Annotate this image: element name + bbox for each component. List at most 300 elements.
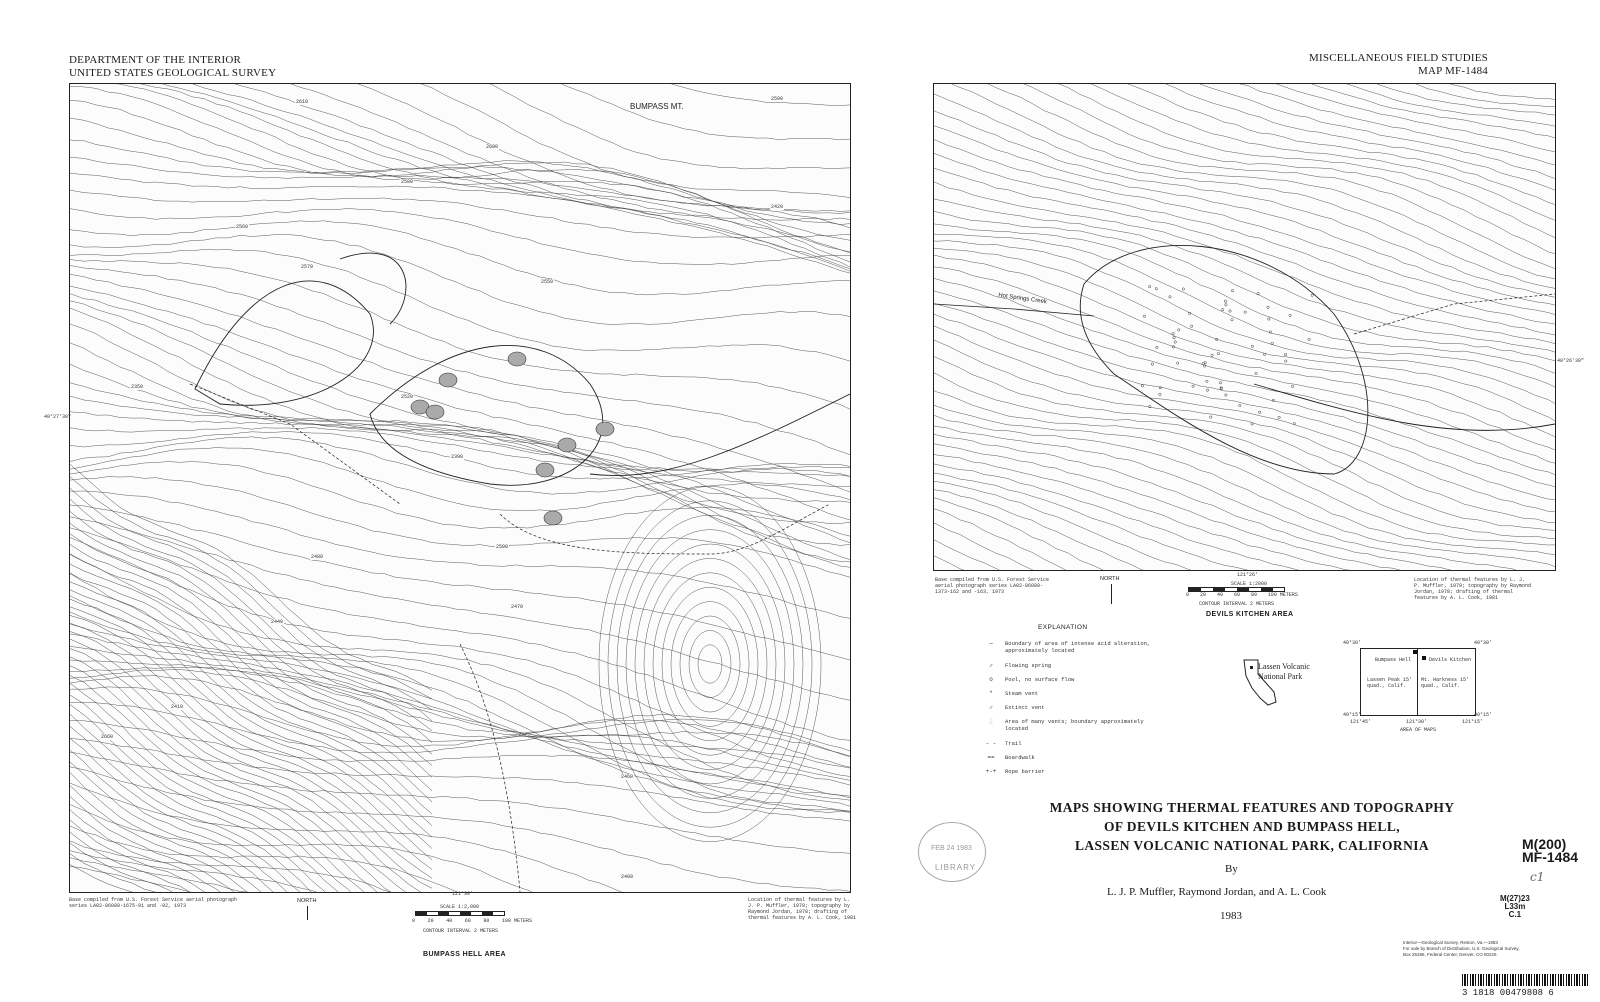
contour-line <box>934 353 1555 531</box>
contour-line <box>70 264 850 456</box>
contour-line <box>934 462 1555 570</box>
contour-line <box>70 822 850 892</box>
scale-tick: 40 <box>446 918 453 924</box>
contour-line <box>934 84 1555 127</box>
contour-line <box>70 513 432 742</box>
by-label: By <box>1225 863 1238 875</box>
thermal-vent-icon <box>1221 309 1223 311</box>
contour-elevation-label: 2560 <box>236 224 249 230</box>
thermal-vent-icon <box>1225 304 1227 306</box>
vent-area-symbol-icon: ░ <box>989 718 993 725</box>
contour-line <box>698 645 722 683</box>
contour-line <box>934 423 1555 570</box>
steam-vent-symbol-icon: * <box>989 690 993 697</box>
contour-line <box>934 264 1555 452</box>
contour-line <box>70 846 432 892</box>
devils-lat-label: 40°26'30" <box>1557 358 1585 364</box>
contour-line <box>70 478 432 710</box>
rope-barrier-symbol-icon: +-+ <box>985 768 997 775</box>
area-of-maps-index <box>1360 648 1476 716</box>
agency-header <box>69 54 276 80</box>
department-line: DEPARTMENT OF THE INTERIOR <box>69 54 242 66</box>
devils-scale-title: SCALE 1:2000 <box>1231 581 1268 587</box>
explanation-title: EXPLANATION <box>1038 624 1088 631</box>
contour-line <box>70 250 850 362</box>
contour-line <box>934 451 1555 570</box>
contour-line <box>70 788 432 893</box>
contour-line <box>934 178 1555 345</box>
contour-line <box>70 84 850 140</box>
thermal-vent-icon <box>1251 345 1253 347</box>
scale-tick: 100 METERS <box>501 918 532 924</box>
contour-line <box>70 490 432 722</box>
quad-harkness: Mt. Harkness 15' quad., Calif. <box>1421 677 1470 689</box>
trail-line <box>460 644 520 892</box>
thermal-vent-icon <box>1182 288 1184 290</box>
contour-line <box>70 644 432 893</box>
index-lat-tr: 40°30' <box>1474 640 1493 646</box>
thermal-vent-icon <box>1151 363 1153 365</box>
legend-label: Pool, no surface flow <box>1005 676 1075 683</box>
contour-line <box>934 123 1555 307</box>
contour-line <box>934 385 1555 545</box>
thermal-vent-icon <box>1206 389 1208 391</box>
contour-line <box>608 501 812 827</box>
north-arrow-icon <box>1111 584 1112 604</box>
thermal-vent-icon <box>1231 319 1233 321</box>
contour-line <box>934 84 1555 271</box>
site-devils: Devils Kitchen <box>1429 657 1472 663</box>
thermal-vent-icon <box>1285 360 1287 362</box>
thermal-vent-icon <box>1143 315 1145 317</box>
thermal-vent-icon <box>1271 342 1273 344</box>
thermal-vent-icon <box>1169 296 1171 298</box>
legend-boundary <box>989 640 1195 654</box>
scale-tick: 80 <box>1250 592 1257 598</box>
contour-line <box>70 84 850 263</box>
bumpass-peak-label: BUMPASS MT. <box>630 102 684 111</box>
barcode <box>1462 974 1590 986</box>
bumpass-scale-title: SCALE 1:2,000 <box>440 904 480 910</box>
scale-tick: 0 <box>1186 592 1190 598</box>
boardwalk-symbol-icon: == <box>987 754 995 761</box>
contour-line <box>934 239 1555 406</box>
contour-line <box>70 534 850 777</box>
contour-line <box>70 338 850 545</box>
explanation-list <box>985 640 1195 778</box>
catalog-line-2: L33m <box>1504 902 1526 911</box>
contour-line <box>934 311 1555 500</box>
thermal-vent-icon <box>1224 300 1226 302</box>
contour-line <box>70 547 432 778</box>
thermal-vent-icon <box>1217 352 1219 354</box>
thermal-vent-icon <box>1211 354 1213 356</box>
contour-line <box>70 524 850 740</box>
thermal-vent-icon <box>1156 346 1158 348</box>
contour-line <box>70 537 432 766</box>
contour-elevation-label: 2660 <box>101 734 114 740</box>
index-caption: AREA OF MAPS <box>1400 727 1437 733</box>
imprint-line-2: For sale by Branch of Distribution, U.S. Geological Survey, <box>1403 946 1520 951</box>
index-lon-mid: 121°30' <box>1406 719 1428 725</box>
contour-line <box>617 515 803 813</box>
contour-line <box>934 209 1555 362</box>
contour-line <box>70 84 850 272</box>
thermal-vent-icon <box>1244 311 1246 313</box>
north-arrow-icon <box>307 906 308 920</box>
site-bumpass: Bumpass Hell <box>1375 657 1412 663</box>
thermal-vent-icon <box>1239 404 1241 406</box>
extinct-vent-symbol-icon: ♂ <box>989 704 993 711</box>
devils-base-note: Base compiled from U.S. Forest Service aerial photograph series LA02-06089-1373-162 and -163, 1973 <box>935 577 1050 595</box>
thermal-vent-icon <box>1178 329 1180 331</box>
thermal-vent-icon <box>1263 353 1265 355</box>
contour-line <box>70 838 850 892</box>
devils-kitchen-contour-svg <box>934 84 1555 570</box>
contour-line <box>934 301 1555 488</box>
contour-line <box>70 702 850 780</box>
contour-line <box>70 84 850 198</box>
contour-elevation-label: 2520 <box>401 394 414 400</box>
contour-line <box>70 676 850 758</box>
contour-line <box>934 84 1555 192</box>
thermal-vent-icon <box>1174 341 1176 343</box>
contour-line <box>70 360 850 524</box>
survey-line: UNITED STATES GEOLOGICAL SURVEY <box>69 67 277 79</box>
contour-line <box>70 569 850 813</box>
contour-line <box>934 288 1555 477</box>
alteration-boundary <box>1080 245 1368 474</box>
thermal-vent-icon <box>1206 380 1208 382</box>
thermal-vent-icon <box>1272 399 1274 401</box>
bumpass-hell-map[interactable] <box>69 83 851 893</box>
contour-line <box>662 587 758 741</box>
alteration-boundary <box>1254 384 1555 430</box>
bumpass-area-title: BUMPASS HELL AREA <box>423 951 506 958</box>
contour-line <box>70 171 850 220</box>
map-title <box>992 798 1512 855</box>
devils-contour-interval: CONTOUR INTERVAL 2 METERS <box>1199 601 1275 607</box>
contour-line <box>644 558 776 769</box>
thermal-vent-icon <box>1251 423 1253 425</box>
contour-line <box>934 369 1555 540</box>
contour-line <box>934 84 1555 206</box>
contour-line <box>70 858 432 892</box>
contour-elevation-label: 2390 <box>451 454 464 460</box>
contour-line <box>934 84 1555 222</box>
contour-line <box>70 697 432 892</box>
thermal-pool-icon <box>544 511 562 525</box>
library-stamp-word: LIBRARY <box>935 863 977 872</box>
contour-elevation-label: 2480 <box>311 554 324 560</box>
bumpass-scale-bar <box>415 911 505 916</box>
legend-trail <box>985 740 1022 747</box>
legend-boardwalk <box>987 754 1035 761</box>
index-lon-right: 121°15' <box>1462 719 1484 725</box>
contour-line <box>70 854 850 892</box>
legend-label: Rope barrier <box>1005 768 1045 775</box>
spring-symbol-icon: ♂ <box>989 662 993 669</box>
index-lat-tl: 40°30' <box>1343 640 1362 646</box>
index-lat-br: 40°15' <box>1474 712 1493 718</box>
barcode-number: 3 1818 00479808 6 <box>1462 988 1554 998</box>
call-number-line-2: MF-1484 <box>1522 849 1579 865</box>
contour-line <box>934 497 1555 571</box>
contour-line <box>70 85 850 253</box>
legend-pool <box>989 676 1075 683</box>
contour-line <box>70 437 850 494</box>
thermal-vent-icon <box>1284 353 1286 355</box>
scale-tick: 60 <box>464 918 471 924</box>
contour-line <box>70 590 850 813</box>
scale-tick: 80 <box>483 918 490 924</box>
publication-year: 1983 <box>1220 910 1242 922</box>
contour-elevation-label: 2580 <box>401 179 414 185</box>
contour-elevation-label: 2350 <box>131 384 144 390</box>
legend-many-vents <box>989 718 1145 732</box>
thermal-vent-icon <box>1149 406 1151 408</box>
contour-line <box>934 412 1555 569</box>
contour-elevation-label: 2500 <box>496 544 509 550</box>
contour-line <box>70 670 850 752</box>
contour-line <box>70 557 432 791</box>
legend-label: Flowing spring <box>1005 662 1052 669</box>
imprint <box>1403 940 1519 958</box>
contour-elevation-label: 2410 <box>171 704 184 710</box>
catalog-line-1: M(27)23 <box>1500 894 1530 903</box>
trail-symbol-icon: - - <box>985 740 997 747</box>
contour-elevation-label: 2420 <box>771 204 784 210</box>
contour-line <box>70 84 850 268</box>
contour-line <box>70 847 850 892</box>
thermal-vent-icon <box>1172 333 1174 335</box>
map-number: MAP MF-1484 <box>1418 65 1488 77</box>
contour-line <box>70 765 850 892</box>
creek-label: Hot Springs Creek <box>997 292 1048 306</box>
scale-tick: 40 <box>1216 592 1223 598</box>
contour-line <box>70 799 432 892</box>
thermal-vent-icon <box>1289 314 1291 316</box>
title-line-1: MAPS SHOWING THERMAL FEATURES AND TOPOGRAPHY <box>1049 800 1455 815</box>
bumpass-lat-label: 40°27'30" <box>44 414 72 420</box>
contour-line <box>70 84 850 252</box>
contour-line <box>70 707 432 892</box>
contour-line <box>70 259 850 410</box>
thermal-vent-icon <box>1258 411 1260 413</box>
devils-lon-label: 121°26' <box>1237 572 1259 578</box>
thermal-vent-icon <box>1308 338 1310 340</box>
legend-label: Extinct vent <box>1005 704 1045 711</box>
contour-line <box>934 84 1555 116</box>
library-stamp-date: FEB 24 1983 <box>931 845 972 852</box>
imprint-line-3: Box 25286, Federal Center, Denver, CO 80225 <box>1403 952 1497 957</box>
legend-label: Steam vent <box>1005 690 1039 697</box>
thermal-pool-icon <box>508 352 526 366</box>
index-lat-bl: 40°15' <box>1343 712 1362 718</box>
thermal-vent-icon <box>1268 318 1270 320</box>
thermal-pool-icon <box>426 405 444 419</box>
title-line-3: LASSEN VOLCANIC NATIONAL PARK, CALIFORNIA <box>1074 838 1430 853</box>
trail-line <box>190 384 400 504</box>
series-line: MISCELLANEOUS FIELD STUDIES <box>1309 52 1488 64</box>
contour-line <box>70 454 432 690</box>
devils-source-note: Location of thermal features by L. J. P. Muffler, 1979; topography by Raymond Jordan, 1978; drafting of thermal features by A. L. Cook, 1981 <box>1414 577 1532 601</box>
bumpass-lon-label: 121°30' <box>452 891 474 897</box>
contour-line <box>934 84 1555 139</box>
thermal-vent-icon <box>1229 310 1231 312</box>
bumpass-scale-ticks <box>412 918 532 924</box>
contour-line <box>934 481 1555 571</box>
contour-line <box>70 585 432 826</box>
thermal-vent-icon <box>1177 362 1179 364</box>
contour-line <box>70 187 850 238</box>
contour-line <box>70 863 850 892</box>
thermal-pool-icon <box>596 422 614 436</box>
series-header <box>1309 52 1488 78</box>
legend-label: Boardwalk <box>1005 754 1035 761</box>
contour-line <box>70 84 850 169</box>
contour-line <box>626 530 794 799</box>
contour-line <box>934 84 1555 100</box>
contour-line <box>70 678 432 892</box>
thermal-vent-icon <box>1159 393 1161 395</box>
contour-line <box>70 284 850 521</box>
thermal-pool-icon <box>439 373 457 387</box>
contour-line <box>70 207 850 265</box>
contour-line <box>934 472 1555 570</box>
legend-label: Boundary of area of intense acid alteration, approximately located <box>1005 640 1151 654</box>
contour-elevation-label: 2610 <box>296 99 309 105</box>
index-lon-left: 121°45' <box>1350 719 1372 725</box>
scale-tick: 60 <box>1233 592 1240 598</box>
library-stamp <box>918 822 986 882</box>
contour-line <box>653 573 767 755</box>
contour-line <box>70 636 432 888</box>
bumpass-contour-interval: CONTOUR INTERVAL 2 METERS <box>423 928 499 934</box>
contour-line <box>70 99 850 241</box>
contour-line <box>70 396 850 487</box>
contour-elevation-label: 2440 <box>271 619 284 625</box>
contour-line <box>70 235 850 325</box>
thermal-vent-icon <box>1141 385 1143 387</box>
thermal-pool-icon <box>558 438 576 452</box>
contour-line <box>934 521 1555 570</box>
scale-tick: 20 <box>427 918 434 924</box>
contour-line <box>70 116 850 224</box>
legend-label: Area of many vents; boundary approximately located <box>1005 718 1144 732</box>
bumpass-north-label: NORTH <box>297 898 317 904</box>
legend-flowing-spring <box>989 662 1052 669</box>
contour-line <box>70 658 850 768</box>
contour-line <box>934 106 1555 298</box>
thermal-vent-icon <box>1311 294 1313 296</box>
thermal-vent-icon <box>1219 382 1221 384</box>
thermal-vent-icon <box>1291 385 1293 387</box>
thermal-vent-icon <box>1155 288 1157 290</box>
contour-elevation-label: 2570 <box>301 264 314 270</box>
thermal-vent-icon <box>1210 416 1212 418</box>
bumpass-source-note: Location of thermal features by L. J. P. Muffler, 1979; topography by Raymond Jordan, 1978; drafting of thermal features by A. L. Cook, 1981 <box>748 897 857 921</box>
contour-line <box>70 462 850 537</box>
contour-elevation-label: 2550 <box>541 279 554 285</box>
thermal-vent-icon <box>1173 336 1175 338</box>
call-number <box>1522 838 1578 864</box>
contour-line <box>70 515 850 701</box>
contour-line <box>70 621 850 807</box>
catalog-stamp <box>1500 895 1530 919</box>
contour-elevation-label: 2600 <box>486 144 499 150</box>
contour-line <box>70 137 850 213</box>
call-number-line-1: M(200) <box>1522 836 1567 852</box>
contour-line <box>934 84 1555 255</box>
authors: L. J. P. Muffler, Raymond Jordan, and A. L. Cook <box>1107 886 1327 898</box>
contour-line <box>934 84 1555 107</box>
contour-line <box>689 630 731 697</box>
thermal-vent-icon <box>1225 394 1227 396</box>
contour-line <box>934 91 1555 289</box>
thermal-vent-icon <box>1267 306 1269 308</box>
park-locator-label: Lassen Volcanic National Park <box>1258 662 1310 681</box>
bumpass-base-note: Base compiled from U.S. Forest Service aerial photograph series LA02-06089-1675-91 and -92, 1973 <box>69 897 238 909</box>
scale-tick: 20 <box>1199 592 1206 598</box>
contour-line <box>70 502 432 731</box>
thermal-vent-icon <box>1149 285 1151 287</box>
quad-lassen: Lassen Peak 15' quad., Calif. <box>1367 677 1413 689</box>
contour-elevation-label: 2470 <box>511 604 524 610</box>
thermal-vent-icon <box>1159 387 1161 389</box>
thermal-vent-icon <box>1190 325 1192 327</box>
legend-steam-vent <box>989 690 1039 697</box>
contour-line <box>934 401 1555 555</box>
thermal-vent-icon <box>1202 362 1204 364</box>
devils-north-label: NORTH <box>1100 576 1120 582</box>
contour-line <box>70 812 432 892</box>
thermal-vent-icon <box>1278 416 1280 418</box>
legend-rope-barrier <box>985 768 1045 775</box>
scale-tick: 100 METERS <box>1267 592 1298 598</box>
contour-line <box>934 84 1555 240</box>
thermal-vent-icon <box>1231 290 1233 292</box>
contour-line <box>934 84 1555 180</box>
scale-tick: 0 <box>412 918 416 924</box>
handwritten-copy: c1 <box>1530 870 1545 884</box>
devils-location-marker-icon <box>1422 656 1426 660</box>
devils-area-title: DEVILS KITCHEN AREA <box>1206 611 1294 618</box>
contour-elevation-label: 2400 <box>621 874 634 880</box>
devils-kitchen-map[interactable] <box>933 83 1556 571</box>
pool-symbol-icon: o <box>989 676 993 683</box>
legend-extinct-vent <box>989 704 1045 711</box>
catalog-line-3: C.1 <box>1508 910 1522 919</box>
title-line-2: OF DEVILS KITCHEN AND BUMPASS HELL, <box>1103 819 1401 834</box>
legend-label: Trail <box>1005 740 1022 747</box>
bumpass-contour-svg <box>70 84 850 892</box>
contour-line <box>70 307 850 568</box>
alteration-boundary <box>590 394 850 476</box>
contour-line <box>70 835 432 892</box>
thermal-vent-icon <box>1192 385 1194 387</box>
contour-line <box>934 196 1555 354</box>
imprint-line-1: Interior—Geological Survey, Reston, Va.—1983 <box>1403 940 1498 945</box>
thermal-vent-icon <box>1255 372 1257 374</box>
contour-elevation-label: 2460 <box>621 774 634 780</box>
contour-line <box>70 608 850 811</box>
devils-scale-ticks <box>1186 592 1298 598</box>
bumpass-location-marker-icon <box>1413 650 1417 654</box>
index-divider <box>1417 649 1418 715</box>
alteration-boundary <box>340 253 406 324</box>
alteration-boundary <box>195 281 373 405</box>
